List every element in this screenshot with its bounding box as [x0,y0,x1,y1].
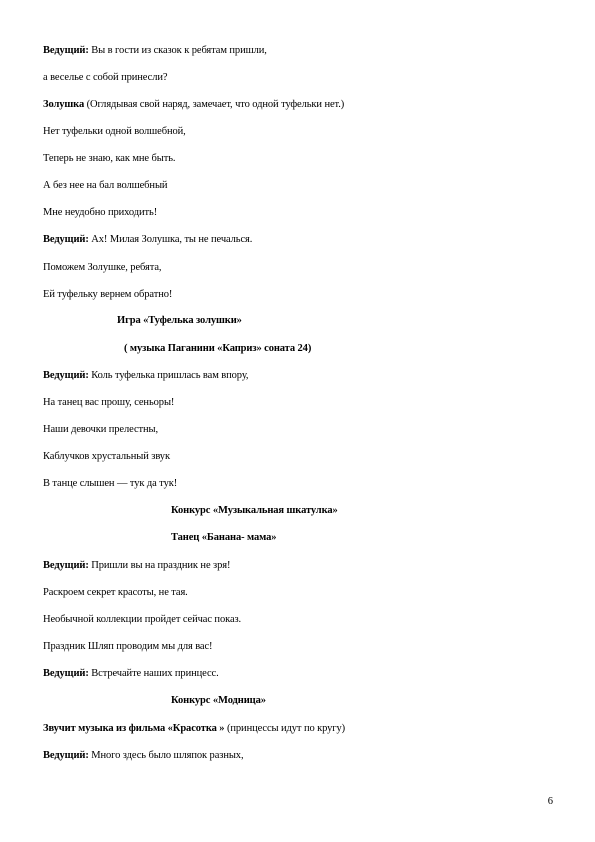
text-line: Теперь не знаю, как мне быть. [43,153,176,164]
text-line: Наши девочки прелестны, [43,424,159,435]
text-line: Ей туфельку вернем обратно! [43,289,173,300]
text-line: Каблучков хрустальный звук [43,451,170,462]
section-heading: Конкурс «Музыкальная шкатулка» [171,505,338,516]
text-line: Золушка (Оглядывая свой наряд, замечает, что одной туфельки нет.) [43,99,345,110]
text-line: Нет туфельки одной волшебной, [43,126,186,137]
text-line: Мне неудобно приходить! [43,207,158,218]
text-line: А без нее на бал волшебный [43,180,168,191]
page-number: 6 [547,796,553,807]
text-line: Праздник Шляп проводим мы для вас! [43,641,213,652]
text-line: Необычной коллекции пройдет сейчас показ. [43,614,242,625]
text-line: Ведущий: Встречайте наших принцесс. [43,668,219,679]
section-heading: Конкурс «Модница» [171,695,266,706]
text-line: а веселье с собой принесли? [43,72,168,83]
section-heading: ( музыка Паганини «Каприз» соната 24) [124,343,312,354]
text-line: Ведущий: Вы в гости из сказок к ребятам пришли, [43,45,267,56]
text-line: Ведущий: Пришли вы на праздник не зря! [43,560,231,571]
text-line: Ведущий: Много здесь было шляпок разных, [43,750,244,761]
text-line: Звучит музыка из фильма «Красотка » (принцессы идут по кругу) [43,723,346,734]
text-line: Поможем Золушке, ребята, [43,262,162,273]
text-line: Раскроем секрет красоты, не тая. [43,587,188,598]
section-heading: Игра «Туфелька золушки» [117,315,242,326]
text-line: Ведущий: Коль туфелька пришлась вам впору, [43,370,249,381]
text-line: Ведущий: Ах! Милая Золушка, ты не печалься. [43,234,253,245]
section-heading: Танец «Банана- мама» [171,532,277,543]
text-line: На танец вас прошу, сеньоры! [43,397,175,408]
text-line: В танце слышен — тук да тук! [43,478,178,489]
